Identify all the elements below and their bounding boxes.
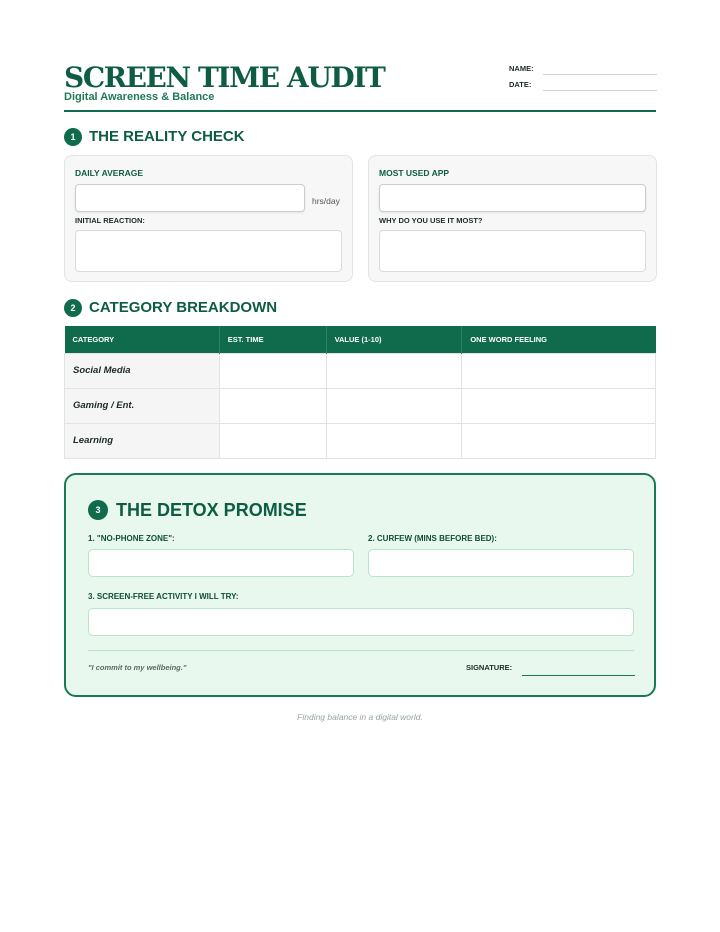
header-divider: [64, 110, 656, 112]
signature-label: SIGNATURE:: [466, 663, 513, 672]
section-title: THE DETOX PROMISE: [116, 500, 307, 520]
value-cell[interactable]: [326, 388, 462, 423]
name-field[interactable]: [509, 62, 657, 76]
screen-free-activity-input[interactable]: [88, 608, 634, 636]
table-header-row: [65, 326, 656, 353]
section-number-badge: 1: [64, 128, 82, 146]
name-line[interactable]: [543, 74, 657, 75]
est-time-cell[interactable]: [219, 423, 326, 458]
most-used-app-input[interactable]: [379, 184, 646, 212]
most-used-app-label: MOST USED APP: [379, 168, 450, 178]
daily-average-label: DAILY AVERAGE: [75, 168, 144, 178]
page-title: SCREEN TIME AUDIT: [64, 61, 385, 94]
initial-reaction-label: INITIAL REACTION:: [75, 216, 145, 225]
date-field[interactable]: [509, 78, 657, 92]
no-phone-zone-label: 1. "NO-PHONE ZONE":: [88, 534, 175, 543]
category-cell: Social Media: [65, 353, 220, 388]
why-use-label: WHY DO YOU USE IT MOST?: [379, 216, 483, 225]
est-time-cell[interactable]: [219, 388, 326, 423]
header: [64, 62, 656, 114]
curfew-input[interactable]: [368, 549, 634, 577]
est-time-cell[interactable]: [219, 353, 326, 388]
name-label: NAME:: [509, 64, 534, 73]
table-row: [65, 423, 656, 458]
why-use-input[interactable]: [379, 230, 646, 272]
detox-promise-panel: [64, 473, 656, 697]
value-cell[interactable]: [326, 423, 462, 458]
most-used-app-card: [368, 155, 657, 282]
signature-line[interactable]: [522, 675, 635, 676]
section-number-badge: 2: [64, 299, 82, 317]
feeling-cell[interactable]: [462, 423, 656, 458]
value-cell[interactable]: [326, 353, 462, 388]
commitment-text: "I commit to my wellbeing.": [88, 663, 187, 672]
curfew-label: 2. CURFEW (MINS BEFORE BED):: [368, 534, 497, 543]
date-label: DATE:: [509, 80, 532, 89]
page-subtitle: Digital Awareness & Balance: [64, 91, 215, 103]
screen-free-activity-label: 3. SCREEN-FREE ACTIVITY I WILL TRY:: [88, 592, 239, 601]
section-title: CATEGORY BREAKDOWN: [89, 299, 278, 316]
daily-average-input[interactable]: [75, 184, 305, 212]
column-header-est-time: EST. TIME: [219, 326, 326, 353]
no-phone-zone-input[interactable]: [88, 549, 354, 577]
daily-average-card: [64, 155, 353, 282]
column-header-feeling: ONE WORD FEELING: [462, 326, 656, 353]
hours-unit-label: hrs/day: [312, 196, 340, 206]
detox-divider: [88, 650, 634, 651]
footer-tagline: Finding balance in a digital world.: [297, 712, 423, 722]
section-title: THE REALITY CHECK: [89, 128, 245, 145]
initial-reaction-input[interactable]: [75, 230, 342, 272]
column-header-category: CATEGORY: [65, 326, 220, 353]
category-table: [64, 326, 656, 459]
table-row: [65, 353, 656, 388]
feeling-cell[interactable]: [462, 353, 656, 388]
category-cell: Learning: [65, 423, 220, 458]
section-number-badge: 3: [88, 500, 108, 520]
date-line[interactable]: [543, 90, 657, 91]
feeling-cell[interactable]: [462, 388, 656, 423]
category-cell: Gaming / Ent.: [65, 388, 220, 423]
column-header-value: VALUE (1-10): [326, 326, 462, 353]
table-row: [65, 388, 656, 423]
